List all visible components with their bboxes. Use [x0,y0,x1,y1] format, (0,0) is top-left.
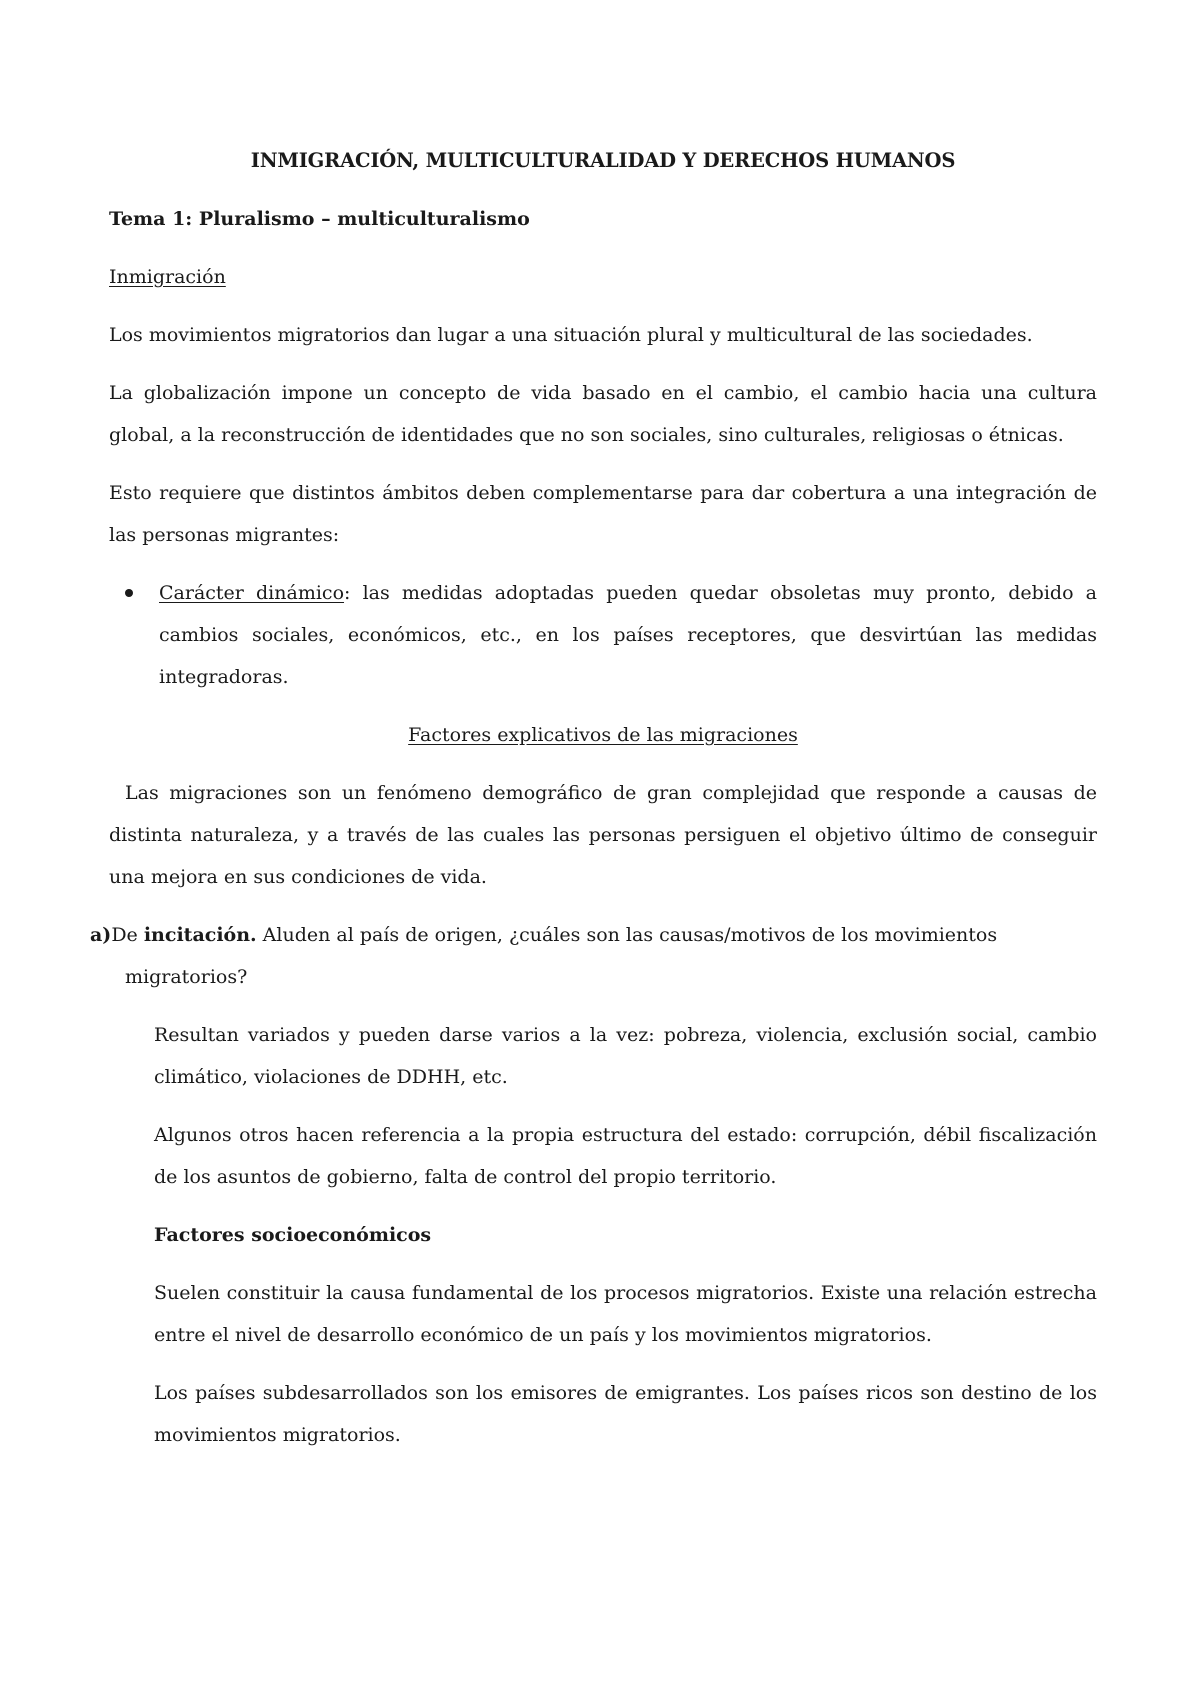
document-body [90,140,1097,1472]
topic-heading: Tema 1: Pluralismo – multiculturalismo [109,208,530,230]
list-item-a-line2: migratorios? [125,966,248,988]
list-item-a-line1 [90,914,1097,956]
list-item-a-bold: incitación. [143,924,257,946]
list-item-a-prefix: De [111,924,144,946]
bullet-text: : las medidas adoptadas pueden quedar obsoletas muy pronto, debido a cambios sociales, económicos, etc., en los países receptores, que desvirtúan las medidas integradoras. [159,582,1097,688]
paragraph-5: Resultan variados y pueden darse varios a la vez: pobreza, violencia, exclusión social, cambio climático, violaciones de DDHH, etc. [154,1024,1097,1088]
paragraph-1: Los movimientos migratorios dan lugar a una situación plural y multicultural de las sociedades. [109,324,1033,346]
bullet-label: Carácter dinámico [159,582,345,604]
paragraph-6: Algunos otros hacen referencia a la propia estructura del estado: corrupción, débil fiscalización de los asuntos de gobierno, falta de control del propio territorio. [154,1124,1097,1188]
subheading-socioeconomicos: Factores socioeconómicos [154,1224,432,1246]
paragraph-2: La globalización impone un concepto de vida basado en el cambio, el cambio hacia una cultura global, a la reconstrucción de identidades que no son sociales, sino culturales, religiosas o étnicas. [109,382,1097,446]
bullet-dot-icon [109,572,159,698]
list-item-a [90,914,1097,998]
paragraph-3: Esto requiere que distintos ámbitos deben complementarse para dar cobertura a una integración de las personas migrantes: [109,482,1097,546]
section-heading-inmigracion: Inmigración [109,266,226,288]
paragraph-4: Las migraciones son un fenómeno demográfico de gran complejidad que responde a causas de distinta naturaleza, y a través de las cuales las personas persiguen el objetivo último de conseguir una mejora en sus condiciones de vida. [109,782,1097,888]
section-inmigracion-wrap [109,256,1097,298]
section-heading-factores: Factores explicativos de las migraciones [408,724,798,746]
document-title: INMIGRACIÓN, MULTICULTURALIDAD Y DERECHOS HUMANOS [250,149,956,172]
list-marker-a: a) [90,924,112,946]
paragraph-8: Los países subdesarrollados son los emisores de emigrantes. Los países ricos son destino de los movimientos migratorios. [154,1382,1097,1446]
paragraph-7: Suelen constituir la causa fundamental de los procesos migratorios. Existe una relación estrecha entre el nivel de desarrollo económico de un país y los movimientos migratorios. [154,1282,1097,1346]
bullet-item [109,572,1097,698]
list-item-a-text: Aluden al país de origen, ¿cuáles son las causas/motivos de los movimientos [256,924,998,946]
bullet-paragraph [159,572,1097,698]
